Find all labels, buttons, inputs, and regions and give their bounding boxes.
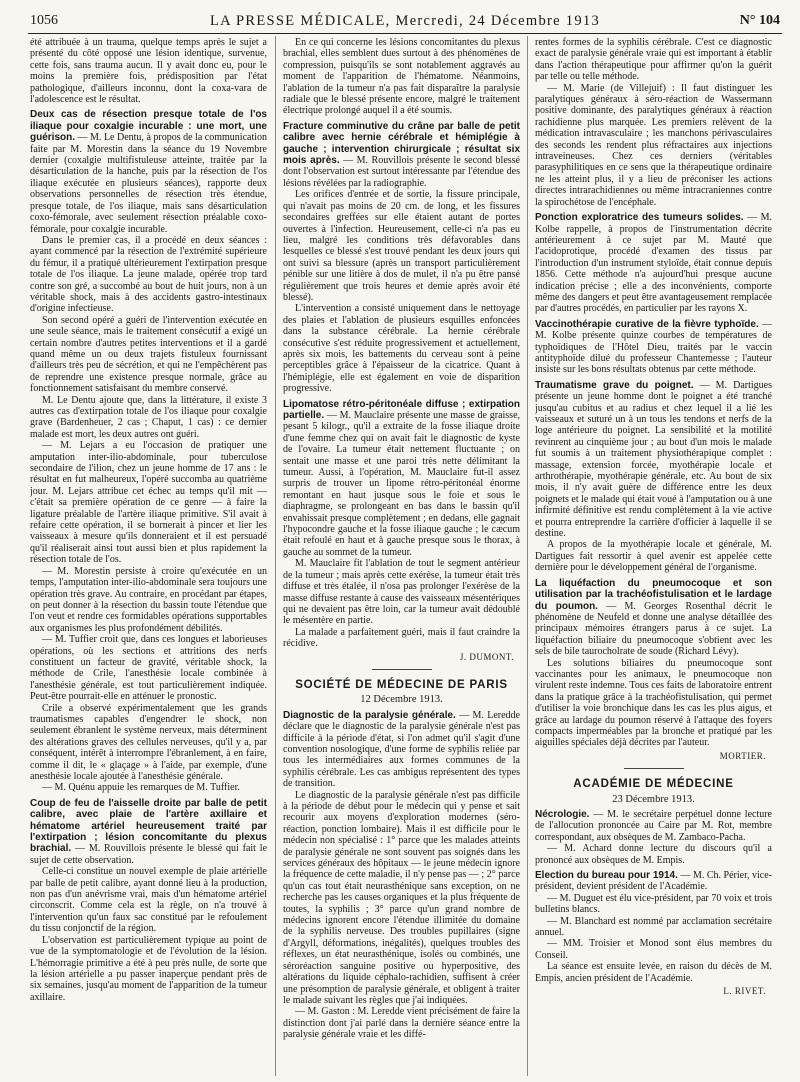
article-heading: Election du bureau pour 1914. bbox=[535, 870, 678, 882]
paragraph: — M. Lejars a eu l'occasion de pratiquer une amputation inter-ilio-abdominale, pour tuberculose secondaire de l'ilion, chez un jeune homme de 17 ans : le résultat en fut malheureux, l'opéré succomba au quatrième jour. M. Lejars attribue cet échec au temps qu'il mit — c'était sa première opération de ce genre — à faire la ligature préalable de l'artère iliaque primitive. S'il avait à refaire cette opération, il se bornerait à pincer et lier les vaisseaux à mesure qu'ils donneraient et il est persuadé qu'il réaliserait ainsi tout aussi bien et plus rapidement la résection totale de l'os. bbox=[30, 440, 267, 566]
paragraph-text: — M. Kolbe présente quinze courbes de températures de typhoïdiques de l'Hôtel Dieu, traités par le vaccin antityphoïde dilué du professeur Chantemesse ; l'auteur insiste sur les bons résultats obtenus par cette méthode. bbox=[535, 318, 772, 376]
section-header bbox=[283, 680, 520, 706]
paragraph: — M. Duguet est élu vice-président, par 70 voix et trois bulletins blancs. bbox=[535, 892, 772, 916]
article-heading: La liquéfaction du pneumocoque et son utilisation par la trachéofistulisation et le lardage du poumon. bbox=[535, 577, 772, 612]
article-heading: Deux cas de résection presque totale de l'os iliaque pour coxalgie incurable : une mort, une guérison. bbox=[30, 109, 267, 144]
paragraph: La malade a parfaitement guéri, mais il faut craindre la récidive. bbox=[283, 626, 520, 650]
paragraph: Celle-ci constitue un nouvel exemple de plaie artérielle par balle de petit calibre, ayant donné lieu à la production, non pas d'un anévrisme vrai, mais d'un hématome artériel circonscrit. Comme cela est la règle, on n'a trouvé à l'intervention qu'un faux sac constitué par le refoulement du tissu conjonctif de la région. bbox=[30, 866, 267, 935]
paragraph-text: — M. Kolbe rappelle, à propos de l'instrumentation décrite antérieurement à ce sujet par M. Mauté que l'acidoprotique, procédé d'examen des tissus par l'introduction d'un instrument styloïde, était connue depuis 1856. Cette méthode n'a aujourd'hui presque aucune indication précise ; elle a des inconvénients, comporte même des dangers et peut être avantageusement remplacée par d'autres procédés, en particulier par les rayons X. bbox=[535, 212, 772, 315]
paragraph: — M. Quénu appuie les remarques de M. Tuffier. bbox=[42, 782, 240, 794]
paragraph: — M. Achard donne lecture du discours qu'il a prononcé aux obsèques de M. Empis. bbox=[535, 843, 772, 866]
article-heading: Vaccinothérapie curative de la fièvre typhoïde. bbox=[535, 318, 759, 330]
issue-number: N° 104 bbox=[739, 13, 780, 28]
paragraph: — M. Gaston : M. Leredde vient précisément de faire la distinction dont j'ai parlé dans la dernière séance entre la paralysie générale vraie et les diffé- bbox=[283, 1006, 520, 1041]
column-divider bbox=[275, 36, 276, 1076]
paragraph: Le diagnostic de la paralysie générale n'est pas difficile à la période de début pour le médecin qui y pense et sait recourir aux moyens d'exploration modernes (séro-réaction, ponction lombaire). Mais il est difficile pour le médecin non spécialisé : 1° parce que les malades atteints de paralysie générale ne sont souvent pas soignés dans les services généraux des hôpitaux — le jeune médecin ignore la fréquence de cette maladie, il n'y pense pas — ; 2° parce qu'un cas tout était neurasthénique sans exception, on ne recherche pas les causes organiques et la plus fréquente de toutes, la syphilis ; 3° parce qu'un grand nombre de médecins ignorent encore l'étendue illimitée du domaine de la syphilis nerveuse. Des troubles pupillaires (signe d'Argyll, déformations, inégalités), quelques troubles des réflexes, un état neurasthénique, isolés ou combinés, une séroréaction sanguine positive ou hyperpositive, des altérations du liquide céphalo-rachidien, suffisent à créer une présomption de paralysie générale, et obligent à traiter le malade suivant les règles que j'ai indiquées. bbox=[283, 789, 520, 1006]
section-title: SOCIÉTÉ DE MÉDECINE DE PARIS bbox=[295, 678, 508, 691]
section-date: 12 Décembre 1913. bbox=[360, 694, 443, 706]
article-heading: Coup de feu de l'aisselle droite par balle de petit calibre, avec plaie de l'artère axillaire et hématome artériel heureusement traité par l'extirpation ; lésion concomitante du plexus brachial. bbox=[30, 797, 267, 855]
article-item bbox=[30, 798, 267, 866]
page-number: 1056 bbox=[30, 13, 58, 28]
author-signature: MORTIER. bbox=[719, 750, 766, 761]
paragraph: Son second opéré a guéri de l'intervention exécutée en une seule séance, mais le traitement consécutif a exigé un certain nombre d'autres petites interventions et il a gardé quand même un ou deux trajets fistuleux fournissant d'ailleurs très peu de sécrétion, et qui ne l'empêchèrent pas de reprendre une existence presque normale, grâce au fonctionnement satisfaisant du membre conservé. bbox=[30, 314, 267, 395]
article-heading: Fracture comminutive du crâne par balle de petit calibre avec hernie cérébrale et hémiplégie à gauche ; intervention chirurgicale ; résultat six mois après. bbox=[283, 120, 520, 167]
article-item bbox=[283, 121, 520, 189]
article-item bbox=[535, 319, 772, 376]
column-divider bbox=[527, 36, 528, 1076]
separator-rule bbox=[624, 768, 684, 769]
paragraph: rentes formes de la syphilis cérébrale. C'est ce diagnostic exact de paralysie générale vraie qui est important à établir dans l'action thérapeutique pour affirmer qu'on la guérit par telle ou telle méthode. bbox=[535, 37, 772, 83]
article-heading: Nécrologie. bbox=[535, 809, 590, 820]
paragraph-text: — M. Rouvillois présente le blessé qui fait le sujet de cette observation. bbox=[30, 843, 267, 866]
paragraph: Dans le premier cas, il a procédé en deux séances : ayant commencé par la résection de l'extrémité supérieure du fémur, il a pratiqué ultérieurement l'extirpation presque totale de l'os iliaque. La jeune malade, opérée trop tard contre son gré, a succombé au bout de huit jours, non à un véritable shock, mais à des accidents gastro-intestinaux d'origine infectieuse. bbox=[30, 234, 267, 315]
article-item bbox=[283, 710, 520, 790]
paragraph-text: — M. Georges Rosenthal décrit le phénomène de Neufeld et donne une analyse détaillée des principaux mémoires étrangers parus à ce sujet. La liquéfaction biliaire du pneumocoque s'obtient avec les sels de bile taurocholrate de soude (Richard Lévy). bbox=[535, 600, 772, 658]
article-item bbox=[535, 212, 772, 315]
paragraph: été attribuée à un trauma, quelque temps après le sujet a présenté du côté opposé une lésion identique, survenue, cette fois, sans trauma aucun. Il y avait donc eu, pour le moins la première fois, prédisposition par l'état pathologique, d'ailleurs inconnu, dont la coxa-vara de l'adolescence est le résultat. bbox=[30, 37, 267, 106]
paragraph: Crile a observé expérimentalement que les grands traumatismes capables d'engendrer le shock, non seulement ébranlent le système nerveux, mais déterminent des altérations graves des cellules nerveuses, qu'il y a, par conséquent, intérêt à interrompre l'ébranlement, à en faire, comme il dit, le « glaçage » à l'aide, par exemple, d'une anesthésie locale ajoutée à l'anesthésie générale. bbox=[30, 702, 267, 782]
journal-title: LA PRESSE MÉDICALE, Mercredi, 24 Décembre 1913 bbox=[209, 13, 601, 29]
section-date: 23 Décembre 1913. bbox=[612, 793, 695, 805]
paragraph: A propos de la myothérapie locale et générale, M. Dartigues fait ressortir à quel avenir est appelée cette dernière pour le développement général de l'organisme. bbox=[535, 539, 772, 574]
paragraph-text: — M. Mauclaire présente une masse de graisse, pesant 5 kilogr., qu'il a extraite de la fosse iliaque droite d'une femme chez qui on avait fait le diagnostic de kyste de l'ovaire. La tumeur était nettement fluctuante ; on sentait une masse et une paroi très nette délimitant la tumeur. Aussi, à l'opération, M. Mauclaire fut-il assez surpris de trouver un lipome rétro-péritonéal énorme remontant en haut jusque sous le foie et sous le diaphragme, se prolongeant en bas dans le bassin qu'il envahissait presque complètement ; en dedans, elle gagnait l'hypocondre gauche et la fosse iliaque gauche ; le cæcum était refoulé en haut et à gauche presque sous le thorax, à gauche au sommet de la tumeur. bbox=[283, 410, 520, 558]
column-3 bbox=[535, 37, 772, 1077]
paragraph: — MM. Troisier et Monod sont élus membres du Conseil. bbox=[535, 938, 772, 961]
column-2 bbox=[283, 37, 520, 1077]
separator-rule bbox=[372, 669, 432, 670]
article-heading: Lipomatose rétro-péritonéale diffuse ; extirpation partielle. bbox=[283, 398, 520, 421]
paragraph-text: — M. Dartigues présente un jeune homme dont le poignet a été tranché jusqu'au cubitus et au radius et chez lequel il a lié les vaisseaux et suturé un à un tous les tendons et nerfs de la loge antérieure du poignet. La sensibilité et la motilité revinrent au cinquième jour ; au bout d'un mois le malade fut soumis à un traitement physiothérapique complet : massage, extension forcée, myothérapie locale et arthrothérapie, myothérapie générale, etc. Au bout de six mois, il n'y avait guère de différence entre les deux poignets et le malade qui était voué à l'amputation ou à une infirmité définitive est rendu complètement à la vie active et pourra entreprendre la carrière d'officier à laquelle il se destine. bbox=[535, 379, 772, 540]
paragraph: Les orifices d'entrée et de sortie, la fissure principale, qui n'avait pas moins de 20 cm. de long, et les fissures secondaires greffées sur elle étaient autant de portes ouvertes à l'infection. Heureusement, celle-ci n'a pas eu lieu, malgré les conditions très défavorables dans lesquelles ce blessé s'est trouvé pendant les deux jours qui ont suivi sa blessure (après un transport particulièrement pénible sur une litière à dos de mulet, il n'a pu être pansé régulièrement que trois heures et demie après avoir été blessé). bbox=[283, 189, 520, 303]
article-item bbox=[535, 380, 772, 540]
paragraph: En ce qui concerne les lésions concomitantes du plexus brachial, elles semblent dues surtout à des phénomènes de compression, puisqu'ils se sont notablement aggravés au moment de l'apparition de l'hématome. Néanmoins, l'ablation de la tumeur n'a pas fait disparaître la paralysie radiale que le blessé présente encore, malgré le traitement électrique prolongé auquel il a été soumis. bbox=[283, 37, 520, 117]
paragraph-text: — M. Le Dentu, à propos de la communication faite par M. Morestin dans la séance du 19 Novembre dernier (coxalgie multifistuleuse atteinte, traitée par la désarticulation de la hanche, puis par la résection de l'os iliaque exécutée en plusieurs séances), rapporte deux observations personnelles de résection très étendue, presque totale, de l'os iliaque, mais sans désarticulation coxo-fémorale, avec seulement résection préalable coxo-fémorale, pour coxalgie incurable. bbox=[30, 132, 267, 235]
author-signature: L. RIVET. bbox=[723, 986, 766, 997]
paragraph-text: — M. Ch. Périer, vice-président, devient président de l'Académie. bbox=[535, 870, 772, 893]
article-item bbox=[30, 109, 267, 234]
paragraph: M. Le Dentu ajoute que, dans la littérature, il existe 3 autres cas d'extirpation totale de l'os iliaque pour coxalgie grave (Bardenheuer, 2 cas ; Chaput, 1 cas) : ce dernier malade est mort, les deux autres ont guéri. bbox=[30, 394, 267, 440]
paragraph: M. Mauclaire fit l'ablation de tout le segment antérieur de la tumeur ; mais après cette exérèse, la tumeur était très diffuse et très étalée, il n'osa pas prolonger l'exérèse de la masse diffuse restante à cause des vaisseaux mésentériques qui ne devaient pas être loin, car la tumeur avait dédoublé le mésentère en partie. bbox=[283, 558, 520, 627]
article-item bbox=[283, 399, 520, 559]
column-1 bbox=[30, 37, 267, 1077]
paragraph: — M. Morestin persiste à croire qu'exécutée en un temps, l'amputation inter-ilio-abdominale sera toujours une opération très grave. Au contraire, en procédant par étapes, on peut donner à la résection du bassin toute l'étendue que l'on veut et rendre ces formidables opérations supportables aux organismes les plus profondément débilités. bbox=[30, 565, 267, 634]
paragraph: La séance est ensuite levée, en raison du décès de M. Empis, ancien président de l'Académie. bbox=[535, 961, 772, 984]
paragraph-text: — M. Leredde déclare que le diagnostic de la paralysie générale n'est pas difficile à la période d'état, si l'on admet qu'il s'agit d'une convention nosologique, d'une forme de syphilis reliée par tous les intermédiaires aux formes communes de la syphilis cérébrale. Les cas ambigus représentent des types de transition. bbox=[283, 709, 520, 790]
paragraph: L'observation est particulièrement typique au point de vue de la symptomatologie et de l'évolution de la lésion. L'hémorragie primitive a été à peu près nulle, de sorte que la lésion artérielle a pu passer inaperçue pendant près de six semaines, jusqu'au moment de l'apparition de la tumeur axillaire. bbox=[30, 934, 267, 1003]
page-header bbox=[28, 11, 782, 34]
article-heading: Diagnostic de la paralysie générale. bbox=[283, 709, 456, 721]
article-heading: Ponction exploratrice des tumeurs solides. bbox=[535, 212, 744, 224]
author-signature: J. DUMONT. bbox=[459, 651, 514, 662]
paragraph: Les solutions biliaires du pneumocoque sont vaccinantes pour les animaux, le pneumocoque non virulent reste indemne. Tous ces faits de laboratoire entrent dans la pratique grâce à la trachéofistulisation, qui permet d'utiliser la voie bronchique dans les cas les plus aigus, et grâce au lardage du poumon réservé à l'attaque des foyers compacts imperméables par la bronche et pratiqué par les aiguilles spéciales déjà décrites par l'auteur. bbox=[535, 657, 772, 749]
article-item bbox=[535, 809, 772, 843]
paragraph: — M. Blanchard est nommé par acclamation secrétaire annuel. bbox=[535, 915, 772, 939]
paragraph: — M. Tuffier croit que, dans ces longues et laborieuses opérations, où les sections et attritions des nerfs constituent un facteur de gravité, véritable shock, la méthode de Crile, l'anesthésie locale combinée à l'anesthésie générale, est tout particulièrement indiquée. Peut-être pourrait-elle en atténuer le pronostic. bbox=[30, 634, 267, 703]
paragraph-text: — M. Rouvillois présente le second blessé dont l'observation est surtout intéressante par l'étendue des lésions révélées par la radiographie. bbox=[283, 155, 520, 189]
section-header bbox=[535, 779, 772, 805]
article-heading: Traumatisme grave du poignet. bbox=[535, 379, 694, 391]
paragraph: L'intervention a consisté uniquement dans le nettoyage des plaies et l'ablation de plusieurs esquilles enfoncées dans la substance cérébrale. La hernie cérébrale consécutive s'est réduite progressivement et actuellement, après six mois, les battements du cerveau sont à peine perceptibles grâce à l'épaisseur de la cicatrice. Quant à l'hémiplégie, elle est également en voie de disparition progressive. bbox=[283, 303, 520, 395]
article-item bbox=[535, 578, 772, 658]
section-title: ACADÉMIE DE MÉDECINE bbox=[573, 778, 734, 791]
paragraph: — M. Marie (de Villejuif) : Il faut distinguer les paralytiques généraux à séro-réaction de Wassermann positive dominante, des paralytiques généraux à réaction rachidienne plus marquée. Les premiers relèvent de la médication intravasculaire ; les manchons périvasculaires des seconds les rendent plus réfractaires aux injections intraveineuses. Chez ces derniers (véritables parasyphilitiques en ce sens que la thérapeutique ordinaire ne les atteint plus, il y a lieu de préconiser les actions directes intrarachidiennes ou même intracraniennes contre la spirochétose de l'encéphale. bbox=[535, 82, 772, 208]
paragraph-text: — M. le secrétaire perpétuel donne lecture de l'allocution prononcée au Caire par M. Rot, membre correspondant, aux obsèques de M. Zambaco-Pacha. bbox=[535, 809, 772, 843]
article-item bbox=[535, 870, 772, 893]
